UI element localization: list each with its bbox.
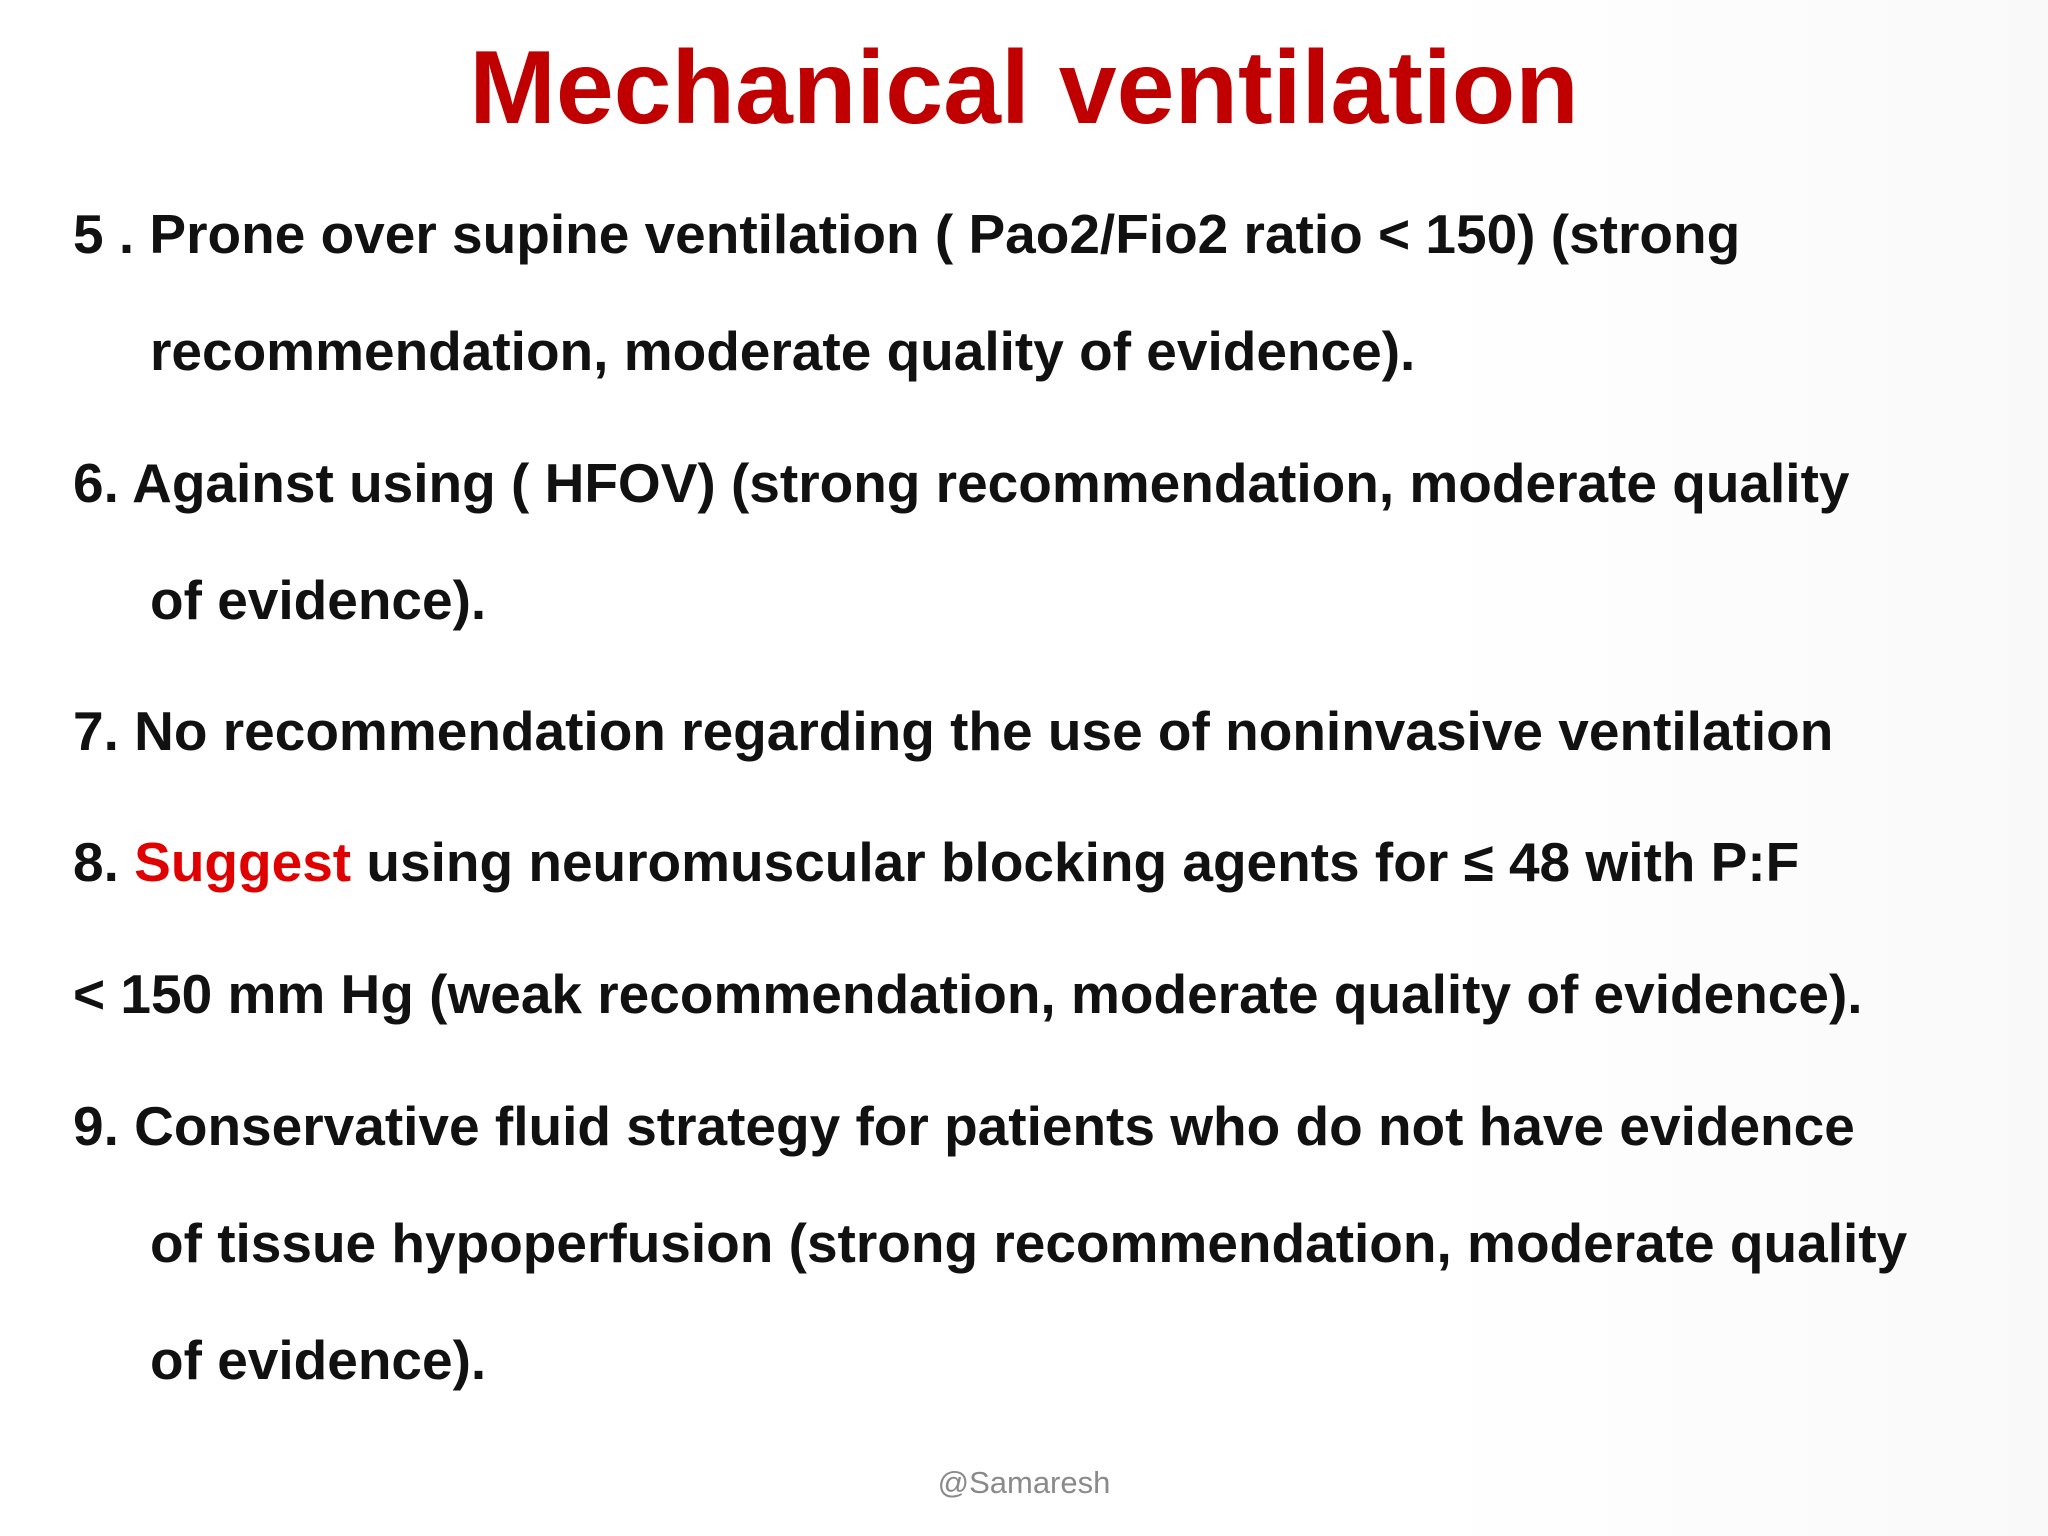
page-title: Mechanical ventilation [469,30,1579,146]
list-item-6-line-1: 6. Against using ( HFOV) (strong recommendation, moderate quality [73,452,1850,514]
suggest-highlight: Suggest [134,831,352,893]
list-item-8-line-2: < 150 mm Hg (weak recommendation, moderate quality of evidence). [73,963,1863,1025]
list-item-5-line-2: recommendation, moderate quality of evidence). [150,320,1416,382]
list-item-7-line-1: 7. No recommendation regarding the use of noninvasive ventilation [73,700,1834,762]
list-item-8-line-1 [73,830,1799,894]
watermark: @Samaresh [937,1465,1111,1500]
list-item-6-line-2: of evidence). [150,569,487,631]
list-item-9-line-3: of evidence). [150,1329,487,1391]
list-item-9-line-1: 9. Conservative fluid strategy for patients who do not have evidence [73,1095,1855,1157]
list-item-8-number: 8. [73,831,135,893]
list-item-9-line-2: of tissue hypoperfusion (strong recommendation, moderate quality [150,1212,1908,1274]
list-item-5-line-1: 5 . Prone over supine ventilation ( Pao2/Fio2 ratio < 150) (strong [73,203,1741,265]
list-item-8-line-1-text: using neuromuscular blocking agents for ≤ 48 with P:F [351,831,1800,893]
